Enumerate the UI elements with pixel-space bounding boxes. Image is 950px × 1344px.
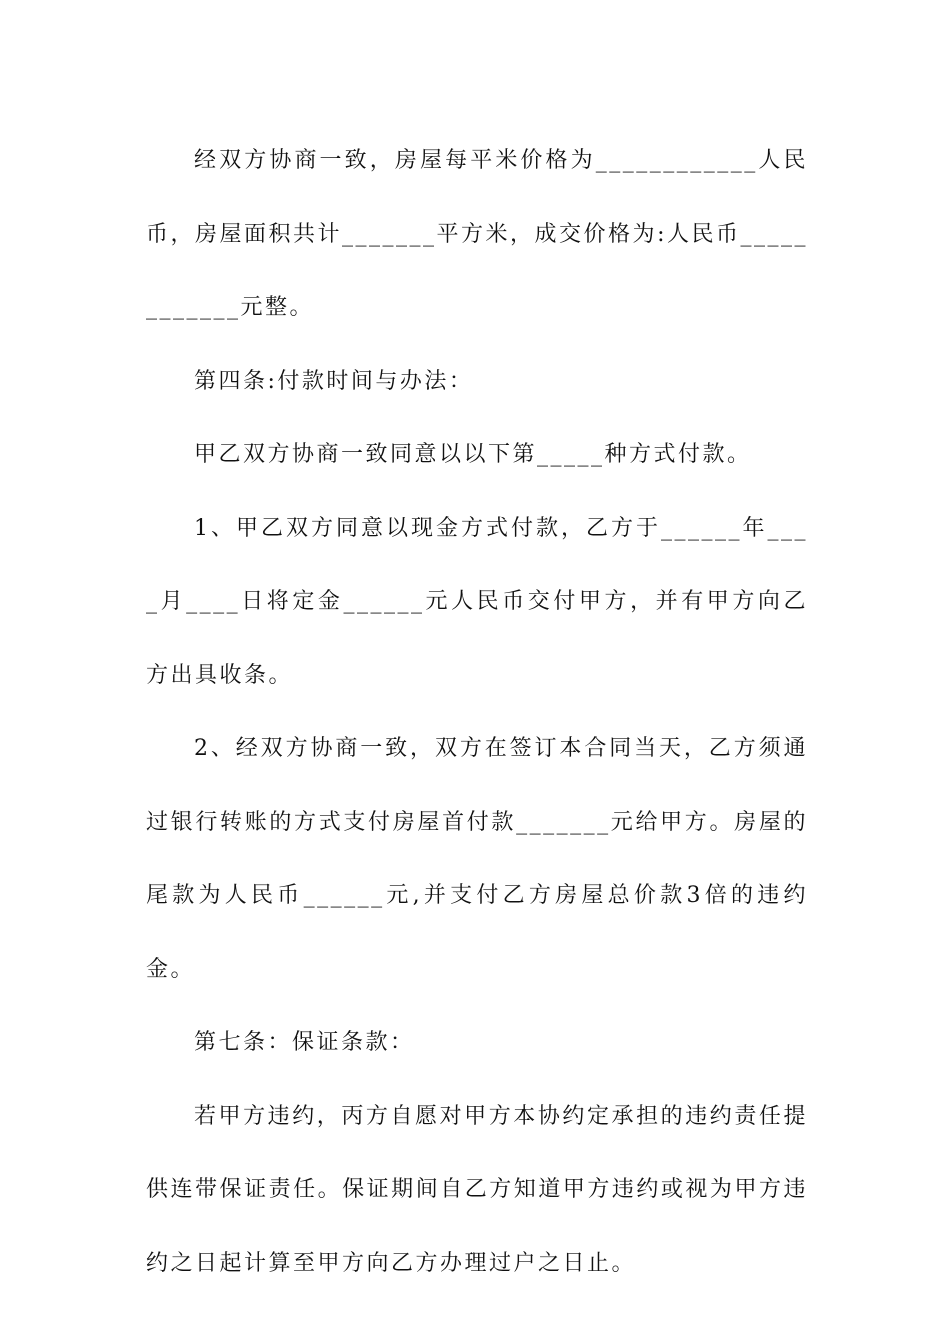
paragraph-payment-method: 甲乙双方协商一致同意以以下第_____种方式付款。 bbox=[194, 442, 752, 467]
document-body bbox=[146, 124, 808, 1300]
article-7-heading: 第七条：保证条款： bbox=[194, 1030, 415, 1055]
paragraph-payment-option-2: 2、经双方协商一致，双方在签订本合同当天，乙方须通过银行转账的方式支付房屋首付款_______元给甲方。房屋的尾款为人民币______元,并支付乙方房屋总价款3倍的违约金。 bbox=[146, 736, 808, 982]
article-4-heading: 第四条:付款时间与办法： bbox=[194, 368, 474, 394]
paragraph-guarantee: 若甲方违约，丙方自愿对甲方本协约定承担的违约责任提供连带保证责任。保证期间自乙方知道甲方违约或视为甲方违约之日起计算至甲方向乙方办理过户之日止。 bbox=[146, 1103, 808, 1276]
paragraph-payment-option-1: 1、甲乙双方同意以现金方式付款，乙方于______年____月____日将定金______元人民币交付甲方，并有甲方向乙方出具收条。 bbox=[146, 515, 808, 688]
paragraph-price: 经双方协商一致，房屋每平米价格为____________人民币，房屋面积共计_______平方米，成交价格为:人民币____________元整。 bbox=[146, 148, 808, 320]
